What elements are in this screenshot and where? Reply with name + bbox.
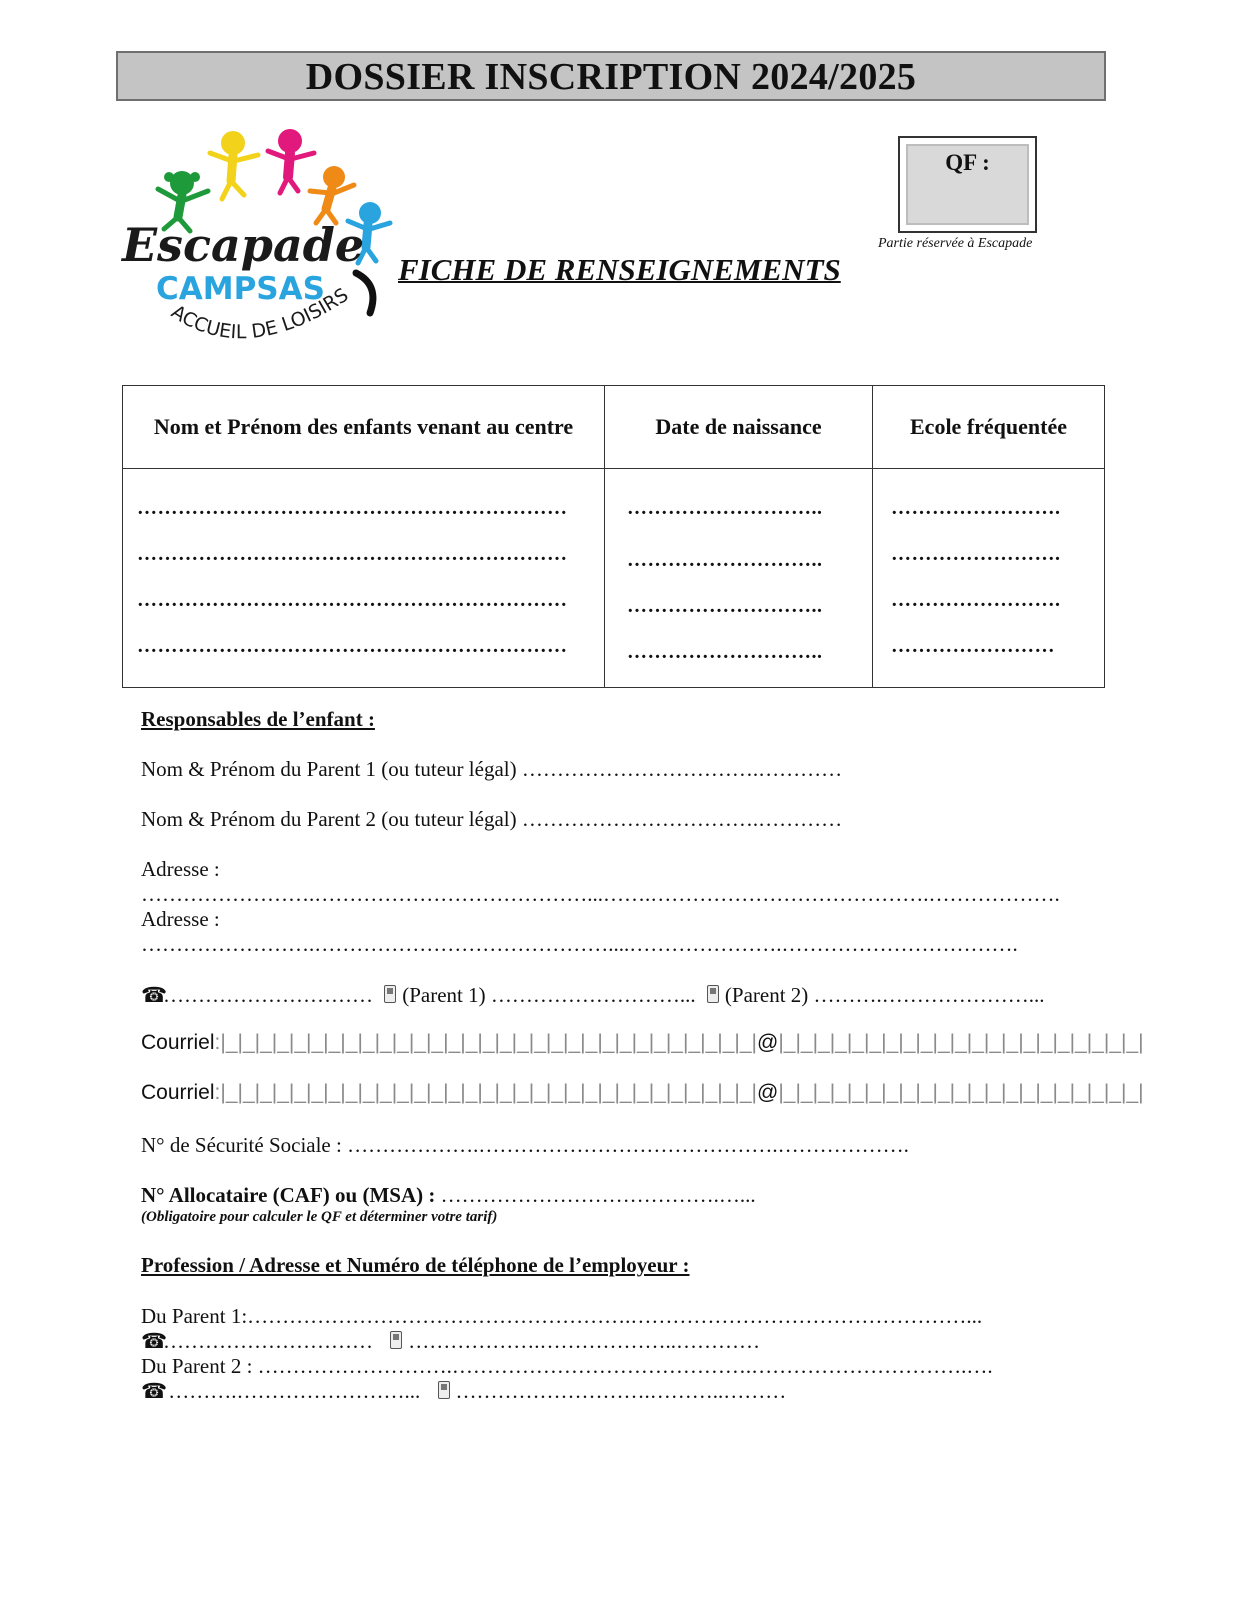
name-field[interactable]: ……………………………………………………… [137,497,568,519]
mobile-phone-icon [390,1331,402,1349]
header-birthdate: Date de naissance [605,386,873,469]
allocataire-note: (Obligatoire pour calculer le QF et déterminer votre tarif) [141,1209,498,1225]
children-table [122,385,1105,688]
school-cell[interactable] [873,469,1105,688]
at-sign: @ [756,1081,779,1104]
email-row-2[interactable] [141,1081,1144,1105]
school-field[interactable]: ……………………. [891,543,1061,565]
employer-parent2-field[interactable]: Du Parent 2 : ……………………….…………………………………….………………………….…. [141,1354,993,1378]
birthdate-field[interactable]: ……………………….. [627,595,823,617]
employer-parent1-phone-row [141,1329,760,1354]
header-name: Nom et Prénom des enfants venant au centre [123,386,605,469]
kid-pink-icon [268,129,314,193]
logo-accueil-text: ACCUEIL DE LOISIRS [167,283,353,344]
telephone-icon: ☎ [141,1379,168,1403]
responsables-heading: Responsables de l’enfant : [141,707,375,731]
email-row-1[interactable] [141,1031,1144,1055]
at-sign: @ [756,1031,779,1054]
allocataire-row [141,1183,756,1208]
qf-note: Partie réservée à Escapade [878,236,1033,251]
mobile-phone-icon [438,1381,450,1399]
parent1-name-field[interactable]: Nom & Prénom du Parent 1 (ou tuteur légal) …………………………….………… [141,757,843,781]
employer-heading: Profession / Adresse et Numéro de téléphone de l’employeur : [141,1253,690,1277]
home-phone-field[interactable]: ………………………… [163,983,373,1007]
parent2-name-field[interactable]: Nom & Prénom du Parent 2 (ou tuteur légal) …………………………….………… [141,807,843,831]
email-domain-grid[interactable]: |_|_|_|_|_|_|_|_|_|_|_|_|_|_|_|_|_|_|_|_|_| [778,1081,1144,1104]
employer-parent2-mobile-field[interactable]: ……………………….………..……… [455,1379,787,1403]
form-title: FICHE DE RENSEIGNEMENTS [398,252,841,287]
phone-row [141,983,1045,1008]
name-field[interactable]: ……………………………………………………… [137,589,568,611]
employer-parent1-phone-field[interactable]: ………………………… [163,1329,373,1353]
mobile-phone-icon [707,985,719,1003]
name-field[interactable]: ……………………………………………………… [137,635,568,657]
parent2-mobile-field[interactable]: (Parent 2) ……….…………………... [724,983,1045,1007]
email-domain-grid[interactable]: |_|_|_|_|_|_|_|_|_|_|_|_|_|_|_|_|_|_|_|_|_| [778,1031,1144,1054]
school-field[interactable]: ……………………. [891,589,1061,611]
name-field[interactable]: ……………………………………………………… [137,543,568,565]
email-local-grid[interactable]: :|_|_|_|_|_|_|_|_|_|_|_|_|_|_|_|_|_|_|_|_|_|_|_|_|_|_|_|_|_|_|_| [214,1081,757,1104]
children-name-cell[interactable] [123,469,605,688]
school-field[interactable]: ……………………. [891,497,1061,519]
table-header-row [123,386,1105,469]
birthdate-field[interactable]: ……………………….. [627,641,823,663]
telephone-icon: ☎ [141,1329,168,1353]
email-label: Courriel [141,1081,215,1104]
address-label-2: Adresse : [141,907,220,931]
kid-orange-icon [310,166,354,223]
address-field-2[interactable]: …………………….……………………………………....………………….……………………………. [141,932,1018,956]
email-label: Courriel [141,1031,215,1054]
birthdate-field[interactable]: ……………………….. [627,497,823,519]
birthdate-field[interactable]: ……………………….. [627,549,823,571]
address-field-1[interactable]: …………………….…………………………………...…….………………………………….………………. [141,882,1060,906]
kid-yellow-icon [210,131,258,199]
escapade-logo [118,125,408,360]
parent1-mobile-field[interactable]: (Parent 1) ………………………... [402,983,696,1007]
email-local-grid[interactable]: :|_|_|_|_|_|_|_|_|_|_|_|_|_|_|_|_|_|_|_|_|_|_|_|_|_|_|_|_|_|_|_| [214,1031,757,1054]
header-school: Ecole fréquentée [873,386,1105,469]
qf-box [898,136,1037,233]
employer-parent1-field[interactable]: Du Parent 1:……………………………………………….…………………………………………... [141,1304,983,1328]
logo-campsas-text: CAMPSAS [156,271,325,307]
school-field[interactable]: …………………… [891,635,1055,657]
logo-escapade-text: Escapade [122,218,365,272]
social-security-field[interactable]: N° de Sécurité Sociale : ……………….…………………………………….………………. [141,1133,909,1157]
table-row [123,469,1105,688]
telephone-icon: ☎ [141,983,168,1007]
allocataire-label: N° Allocataire (CAF) ou (MSA) : [141,1183,436,1207]
employer-parent2-phone-field[interactable]: ……….……………………... [168,1379,421,1403]
employer-parent1-mobile-field[interactable]: ……………….………………..………… [408,1329,760,1353]
document-title: DOSSIER INSCRIPTION 2024/2025 [116,51,1106,101]
allocataire-field[interactable]: ………………………………….…... [440,1183,756,1207]
employer-parent2-phone-row [141,1379,786,1404]
mobile-phone-icon [384,985,396,1003]
qf-label: QF : [906,144,1029,225]
address-label-1: Adresse : [141,857,220,881]
birthdate-cell[interactable] [605,469,873,688]
